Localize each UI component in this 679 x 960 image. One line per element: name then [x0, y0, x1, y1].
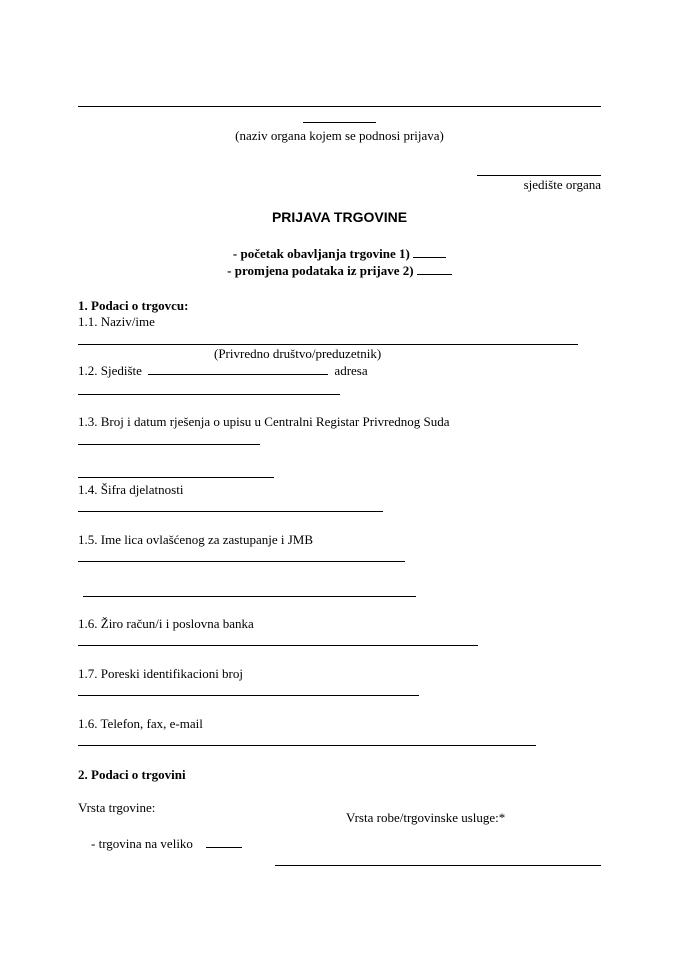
field-1-2-row	[78, 363, 368, 378]
section1-heading: 1. Podaci o trgovcu:	[78, 298, 189, 313]
field-1-2-seat-blank[interactable]	[148, 363, 328, 375]
field-1-2-address-line[interactable]	[78, 394, 340, 395]
organ-seat-caption: sjedište organa	[523, 177, 601, 192]
field-1-5-label: 1.5. Ime lica ovlašćenog za zastupanje i JMB	[78, 532, 314, 547]
store-kind-label: Vrsta trgovine:	[78, 800, 156, 815]
page-title: PRIJAVA TRGOVINE	[271, 209, 408, 225]
field-1-6-bank-line[interactable]	[78, 645, 478, 646]
field-1-1-label: 1.1. Naziv/ime	[78, 314, 155, 329]
organ-name-short-line[interactable]	[303, 122, 376, 123]
subtitle-start	[0, 246, 679, 261]
field-1-6-bank-label: 1.6. Žiro račun/i i poslovna banka	[78, 616, 254, 631]
organ-name-line[interactable]	[78, 106, 601, 107]
wholesale-label: - trgovina na veliko	[91, 836, 193, 851]
subtitle-start-blank[interactable]	[413, 246, 446, 258]
wholesale-row	[91, 836, 242, 851]
field-1-1-caption: (Privredno društvo/preduzetnik)	[214, 346, 382, 361]
field-1-7-line[interactable]	[78, 695, 419, 696]
field-1-4-label: 1.4. Šifra djelatnosti	[78, 482, 184, 497]
goods-kind-line[interactable]	[275, 865, 601, 866]
field-1-7-label: 1.7. Poreski identifikacioni broj	[78, 666, 244, 681]
field-1-6-contact-line[interactable]	[78, 745, 536, 746]
organ-caption: (naziv organa kojem se podnosi prijava)	[235, 128, 444, 143]
section2-heading: 2. Podaci o trgovini	[78, 767, 186, 782]
wholesale-blank[interactable]	[206, 836, 242, 848]
subtitle-change-blank[interactable]	[417, 263, 452, 275]
subtitle-change	[0, 263, 679, 278]
field-1-5-line[interactable]	[78, 561, 405, 562]
field-1-5-line-2[interactable]	[83, 596, 416, 597]
field-1-3-line[interactable]	[78, 444, 260, 445]
subtitle-change-label: - promjena podataka iz prijave 2)	[227, 263, 414, 278]
goods-kind-label: Vrsta robe/trgovinske usluge:*	[346, 810, 506, 825]
subtitle-start-label: - početak obavljanja trgovine 1)	[232, 246, 410, 261]
field-1-2-label: 1.2. Sjedište	[78, 363, 142, 378]
field-1-3-line-2[interactable]	[78, 477, 274, 478]
field-1-2-address-label: adresa	[334, 363, 368, 378]
organ-seat-line[interactable]	[477, 175, 601, 176]
field-1-4-line[interactable]	[78, 511, 383, 512]
field-1-6-contact-label: 1.6. Telefon, fax, e-mail	[78, 716, 203, 731]
field-1-3-label: 1.3. Broj i datum rješenja o upisu u Centralni Registar Privrednog Suda	[78, 414, 450, 429]
field-1-1-line[interactable]	[78, 344, 578, 345]
